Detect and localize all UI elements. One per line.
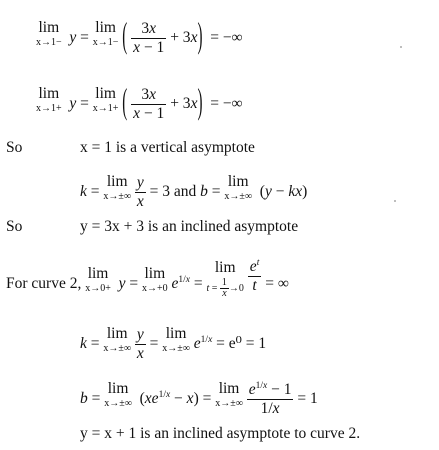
limit-result: = ∞: [265, 275, 289, 293]
so-line-inclined: So: [6, 218, 23, 235]
scan-speck: [394, 200, 396, 202]
vertical-asymptote-text: x = 1 is a vertical asymptote: [80, 139, 255, 156]
fraction: $\frac{3x}{x - 1}$: [133, 20, 165, 56]
limit-result: = −∞: [210, 29, 243, 47]
inclined-asymptote-text: y = 3x + 3 is an inclined asymptote: [80, 218, 299, 235]
equation-k-b: k = lim x→±∞ $\frac{y}{x}$ = 3 and b = lim x→±∞ (y − kx): [80, 173, 308, 210]
limit-result: = −∞: [210, 95, 243, 113]
equation-limit-left: lim x→1− y = lim x→1− ( $\frac{3x}{x - 1}$ + 3x) = −∞: [36, 18, 243, 57]
equation-curve2-limit: For curve 2, lim x→0+ y = lim x→+0 $e^{1/x} = \lim$ t = $\frac{1}{x}$ →0 $\frac{e^t}{t}$ = ∞: [6, 258, 289, 299]
final-statement: y = x + 1 is an inclined asymptote to curve 2.: [80, 425, 361, 442]
scan-speck: [400, 46, 402, 48]
fraction: $\frac{y}{x}$: [136, 326, 144, 362]
lim-subscript: x→1+: [36, 102, 62, 114]
fraction: $\frac{e^{1/x} - 1}{1/x}$: [248, 381, 292, 418]
equation-k2: k = lim x→±∞ $\frac{y}{x}$ = lim x→±∞ $e^{1/x} = e^0 = 1$: [80, 325, 267, 362]
lim-subscript: x→1−: [36, 36, 62, 48]
fraction: $\frac{3x}{x - 1}$: [133, 86, 165, 122]
equation-b2: b = lim x→±∞ $(xe^{1/x} - x) = \lim$ x→±∞ $\frac{e^{1/x} - 1}{1/x}$ = 1: [80, 380, 318, 418]
fraction: $\frac{y}{x}$: [136, 174, 144, 210]
lim-word: lim: [38, 19, 60, 36]
equation-limit-right: lim x→1+ y = lim x→1+ ( $\frac{3x}{x - 1}$ + 3x) = −∞: [36, 84, 243, 123]
fraction: $\frac{e^t}{t}$: [249, 258, 260, 295]
so-line-vertical: So: [6, 139, 23, 156]
